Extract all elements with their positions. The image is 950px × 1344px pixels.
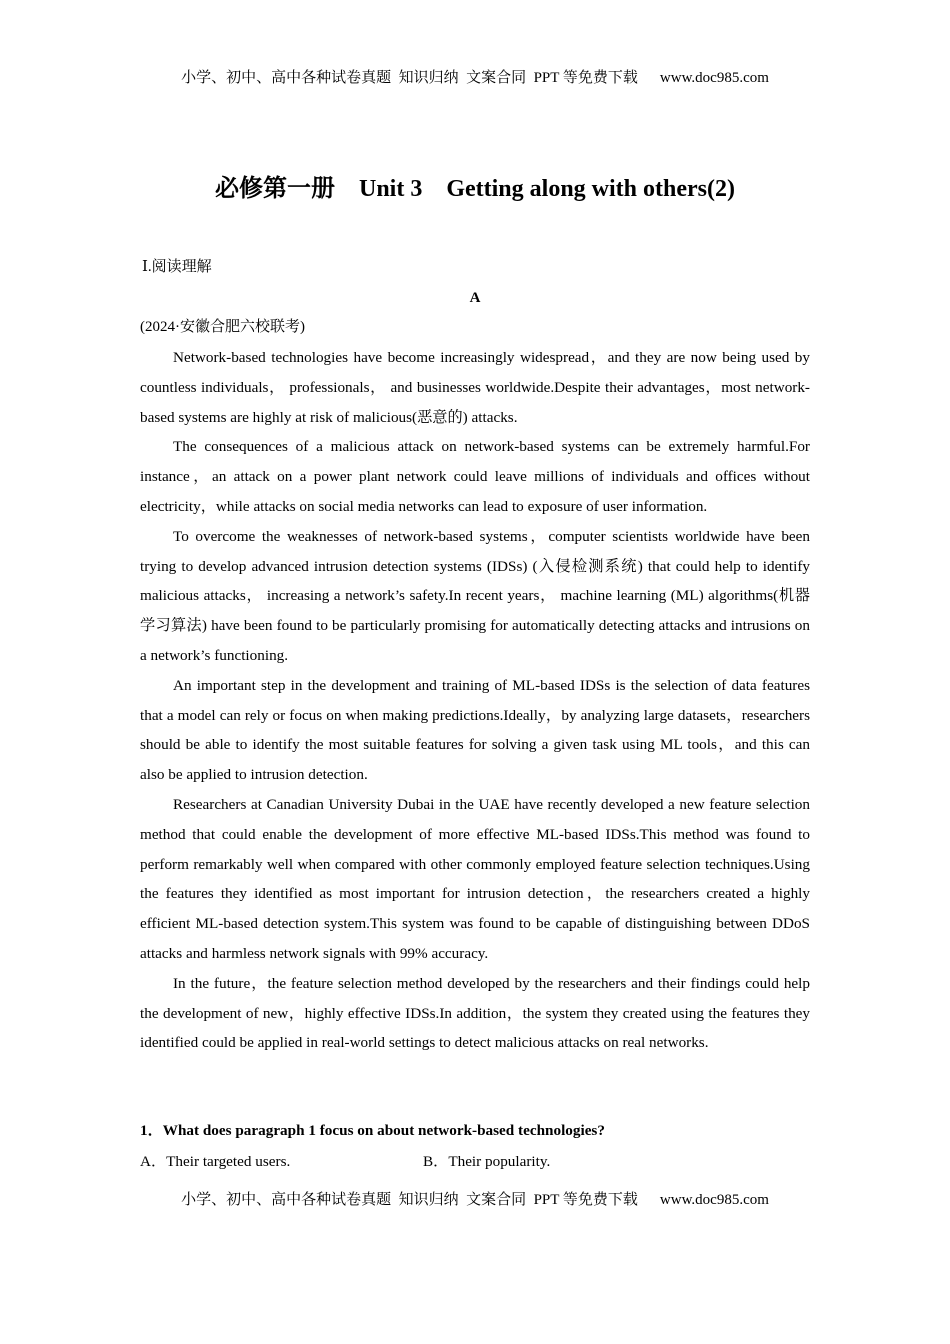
option-a: A．Their targeted users.: [140, 1153, 291, 1170]
paragraph-5: Researchers at Canadian University Dubai in the UAE have recently developed a new feature selection method that could enable the development of more effective ML-based IDSs.This method was found to perform remarkably well when compared with other commonly employed feature selection techniques.Using the features they identified as most important for intrusion detection，the researchers created a highly efficient ML-based detection system.This system was found to be capable of distinguishing between DDoS attacks and harmless network signals with 99% accuracy.: [140, 795, 810, 962]
paragraph-6: In the future，the feature selection method developed by the researchers and their findings could help the development of new，highly effective IDSs.In addition，the system they created using the features they identified could be applied in real-world settings to detect malicious attacks on real networks.: [140, 974, 810, 1052]
passage-source: (2024·安徽合肥六校联考): [140, 319, 305, 335]
section-label: Ⅰ.阅读理解: [142, 259, 212, 275]
question-options: [140, 1151, 810, 1173]
option-b: B．Their popularity.: [423, 1153, 551, 1170]
page-header: [0, 68, 950, 88]
question-stem: 1．What does paragraph 1 focus on about network-based technologies?: [140, 1122, 605, 1139]
paragraph-1: Network-based technologies have become increasingly widespread，and they are now being used by countless individuals， professionals， and businesses worldwide.Despite their advantages，most network-based systems are highly at risk of malicious(恶意的) attacks.: [140, 349, 810, 426]
passage-letter: A: [469, 290, 481, 306]
footer-url: www.doc985.com: [659, 1192, 769, 1208]
paragraph-4: An important step in the development and training of ML-based IDSs is the selection of data features that a model can rely or focus on when making predictions.Ideally，by analyzing large datasets，researchers should be able to identify the most suitable features for solving a given task using ML tools，and this can also be applied to intrusion detection.: [140, 676, 810, 784]
question-1: [140, 1120, 810, 1173]
page-footer: [0, 1190, 950, 1210]
header-text: 小学、初中、高中各种试卷真题 知识归纳 文案合同 PPT 等免费下载: [181, 70, 638, 86]
paragraph-2: The consequences of a malicious attack on network-based systems can be extremely harmful.For instance，an attack on a power plant network could leave millions of individuals and offices without electricity，while attacks on social media networks can lead to exposure of user information.: [140, 438, 810, 515]
header-url: www.doc985.com: [659, 70, 769, 86]
footer-text: 小学、初中、高中各种试卷真题 知识归纳 文案合同 PPT 等免费下载: [181, 1192, 638, 1208]
document-title: 必修第一册 Unit 3 Getting along with others(2): [215, 176, 735, 202]
paragraph-3: To overcome the weaknesses of network-based systems，computer scientists worldwide have been trying to develop advanced intrusion detection systems (IDSs) (入侵检测系统) that could help to identify malicious attacks， increasing a network’s safety.In recent years， machine learning (ML) algorithms(机器学习算法) have been found to be particularly promising for automatically detecting attacks and intrusions on a network’s functioning.: [140, 527, 810, 664]
reading-passage: [140, 343, 810, 1058]
